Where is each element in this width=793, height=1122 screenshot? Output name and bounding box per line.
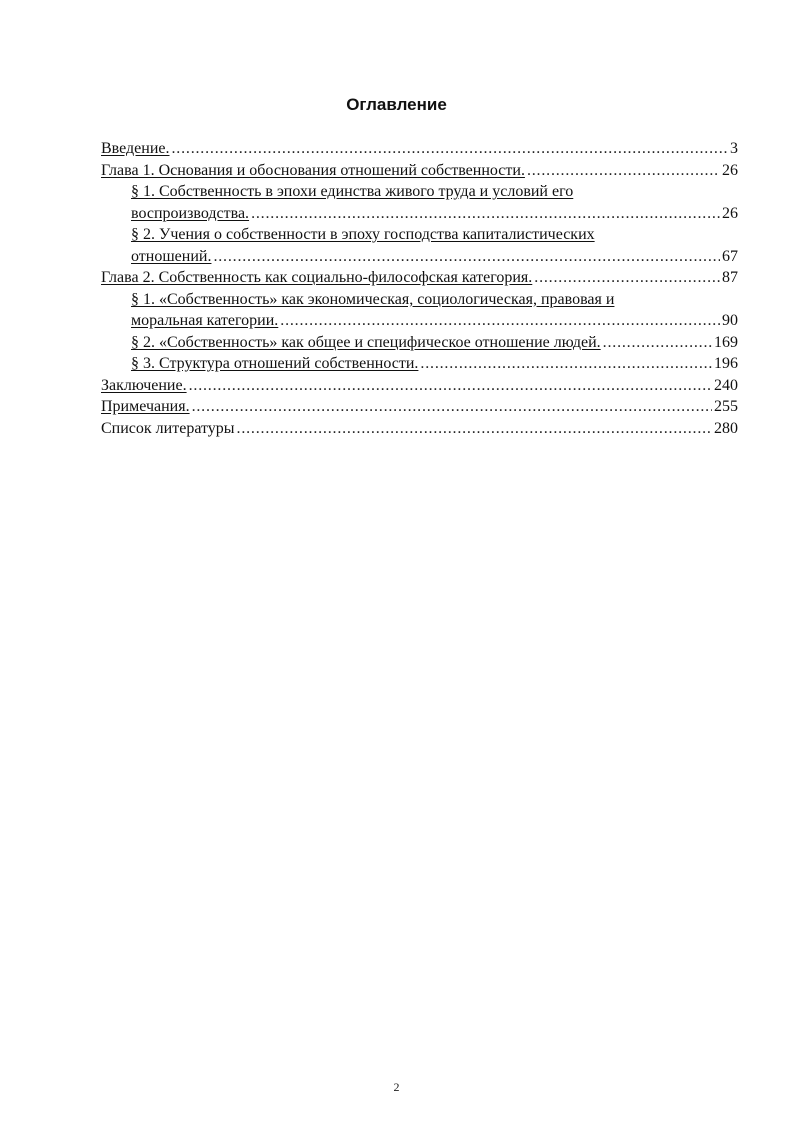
toc-entry-bibliography [101, 418, 738, 440]
toc-entry-notes[interactable] [101, 396, 738, 418]
toc-page-number: 26 [722, 204, 738, 222]
toc-page-number: 90 [722, 312, 738, 329]
toc-entry-text[interactable]: § 1. «Собственность» как экономическая, социологическая, правовая и [131, 290, 615, 308]
toc-entry-text[interactable]: § 2. «Собственность» как общее и специфическое отношение людей. [131, 333, 601, 351]
toc-page-number: 67 [722, 247, 738, 265]
table-of-contents [101, 138, 738, 439]
toc-page-number: 3 [730, 140, 738, 157]
toc-entry-chapter-2-section-3[interactable] [101, 353, 738, 375]
toc-entry-introduction[interactable] [101, 138, 738, 160]
toc-entry-chapter-2-section-1-line-1[interactable] [101, 289, 738, 311]
toc-entry-text: Список литературы [101, 419, 235, 437]
toc-entry-text[interactable]: Примечания. [101, 398, 190, 415]
toc-entry-chapter-2-section-2[interactable] [101, 332, 738, 354]
toc-entry-chapter-1-section-2-line-2[interactable] [101, 246, 738, 268]
dot-leader [280, 310, 720, 332]
page-number: 2 [393, 1080, 400, 1094]
toc-entry-conclusion[interactable] [101, 375, 738, 397]
dot-leader [534, 267, 720, 289]
toc-page-number: 280 [714, 419, 738, 437]
dot-leader [237, 418, 712, 440]
toc-page-number: 196 [714, 355, 738, 372]
toc-entry-text[interactable]: § 3. Структура отношений собственности. [131, 355, 419, 372]
toc-entry-text[interactable]: моральная категории. [131, 312, 279, 329]
toc-entry-chapter-2-section-1-line-2[interactable] [101, 310, 738, 332]
dot-leader [192, 396, 712, 418]
toc-entry-text[interactable]: § 2. Учения о собственности в эпоху господства капиталистических [131, 226, 595, 243]
toc-entry-text[interactable]: Глава 2. Собственность как социально-философская категория. [101, 269, 533, 286]
toc-page-number: 26 [722, 161, 738, 179]
toc-entry-chapter-1-section-1-line-1[interactable] [101, 181, 738, 203]
toc-entry-chapter-2[interactable] [101, 267, 738, 289]
toc-entry-text[interactable]: отношений. [131, 247, 212, 265]
toc-page-number: 87 [722, 269, 738, 286]
dot-leader [251, 203, 720, 225]
dot-leader [213, 246, 720, 268]
toc-page-number: 240 [714, 376, 738, 394]
toc-page-number: 255 [714, 398, 738, 415]
dot-leader [420, 353, 712, 375]
toc-entry-text[interactable]: Введение. [101, 140, 170, 157]
dot-leader [603, 332, 712, 354]
dot-leader [172, 138, 729, 160]
dot-leader [189, 375, 712, 397]
page-title: Оглавление [346, 95, 447, 114]
toc-entry-text[interactable]: Заключение. [101, 376, 187, 394]
toc-entry-chapter-1-section-1-line-2[interactable] [101, 203, 738, 225]
toc-entry-chapter-1-section-2-line-1[interactable] [101, 224, 738, 246]
dot-leader [527, 160, 720, 182]
toc-page-number: 169 [714, 333, 738, 351]
toc-entry-chapter-1[interactable] [101, 160, 738, 182]
toc-entry-text[interactable]: Глава 1. Основания и обоснования отношений собственности. [101, 161, 525, 179]
toc-entry-text[interactable]: воспроизводства. [131, 204, 250, 222]
toc-entry-text[interactable]: § 1. Собственность в эпохи единства живого труда и условий его [131, 183, 574, 200]
